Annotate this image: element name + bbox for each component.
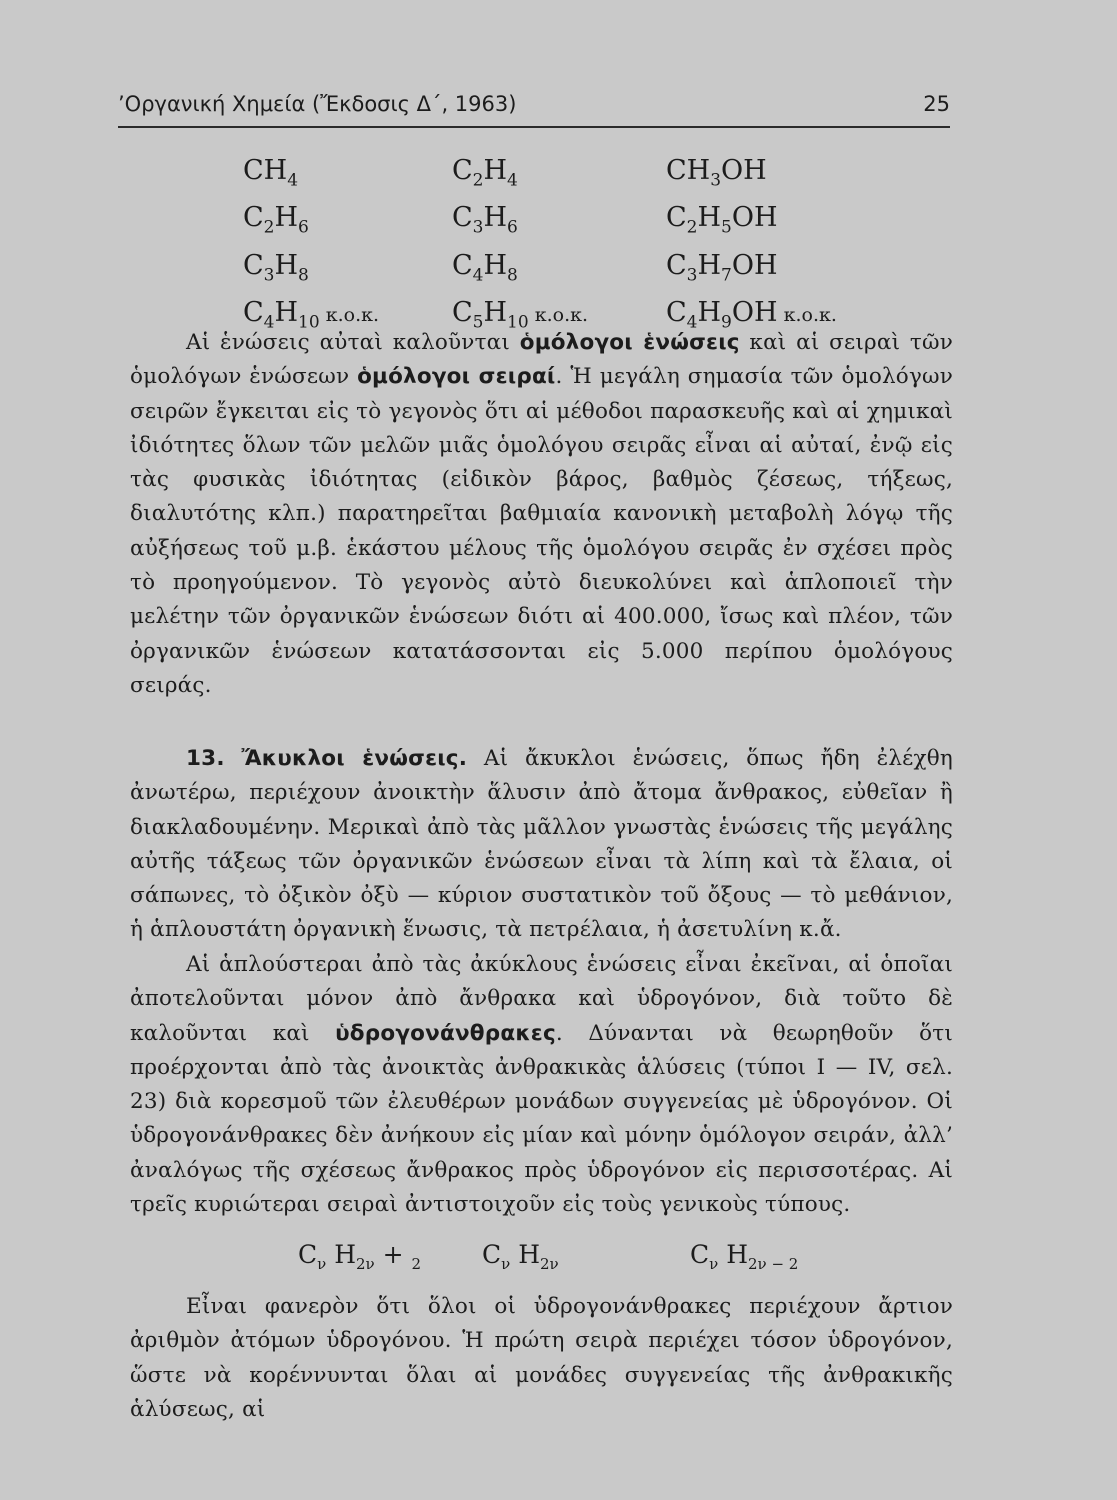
formula: $CH_3OH$ bbox=[666, 155, 767, 191]
paragraph-hydrocarbons: Αἱ ἁπλούστεραι ἀπὸ τὰς ἀκύκλους ἑνώσεις εἶναι ἐκεῖναι, αἱ ὁποῖαι ἀποτελοῦνται μόνον ἀπὸ ἄνθρακα καὶ ὑδρογόνον, διὰ τοῦτο δὲ καλοῦνται καὶ ὑδρογονάνθρακες. Δύνανται νὰ θεωρηθοῦν ὅτι προέρχονται ἀπὸ τὰς ἀνοικτὰς ἀνθρακικὰς ἁλύσεις (τύποι I — IV, σελ. 23) διὰ κορεσμοῦ τῶν ἐλευθέρων μονάδων συγγενείας μὲ ὑδρογόνον. Οἱ ὑδρογονάνθρακες δὲν ἀνήκουν εἰς μίαν καὶ μόνην ὁμόλογον σειράν, ἀλλ’ ἀναλόγως τῆς σχέσεως ἄνθρακος πρὸς ὑδρογόνον εἰς περισσοτέρας. Αἱ τρεῖς κυριώτεραι σειραὶ ἀντιστοιχοῦν εἰς τοὺς γενικοὺς τύπους. bbox=[130, 952, 953, 1218]
formula: $C_5H_{10}$ κ.ο.κ. bbox=[452, 297, 589, 333]
formula: $C_4H_8$ bbox=[452, 249, 518, 286]
term-homologous-series: ὁμόλογοι σειραί bbox=[357, 364, 556, 390]
formula: $C_4H_9OH$ κ.ο.κ. bbox=[666, 297, 837, 333]
formula: $CH_4$ bbox=[243, 155, 299, 191]
general-formula-alkynes: $C_\nu$ $H_{2\nu - 2}$ bbox=[690, 1240, 799, 1273]
formula: $C_2H_4$ bbox=[452, 155, 518, 191]
formula: $C_3H_6$ bbox=[452, 202, 518, 238]
alkene-column bbox=[452, 152, 588, 342]
section-heading: Ἄκυκλοι ἑνώσεις. bbox=[241, 746, 468, 771]
running-header bbox=[118, 86, 950, 128]
paragraph-even-hydrogen: Εἶναι φανερὸν ὅτι ὅλοι οἱ ὑδρογονάνθρακες περιέχουν ἄρτιον ἀριθμὸν ἀτόμων ὑδρογόνου. Ἡ πρώτη σειρὰ περιέχει τόσον ὑδρογόνον, ὥστε νὰ κορέννυνται ὅλαι αἱ μονάδες συγγενείας τῆς ἀνθρακικῆς ἁλύσεως, αἱ bbox=[130, 1294, 953, 1422]
formula: $C_2H_5OH$ bbox=[666, 202, 778, 238]
alkane-column bbox=[243, 152, 379, 342]
term-homologous-compounds: ὁμόλογοι ἑνώσεις bbox=[519, 330, 740, 355]
general-formulas bbox=[0, 1240, 1117, 1284]
homologous-series-table bbox=[0, 152, 1117, 333]
alcohol-column bbox=[666, 152, 837, 342]
general-formula-alkanes: $C_\nu$ $H_{2\nu} + _2$ bbox=[298, 1240, 422, 1273]
formula: $C_3H_8$ bbox=[243, 249, 309, 286]
running-title: ’Οργανική Χημεία (Ἔκδοσις Δ΄, 1963) bbox=[118, 92, 517, 116]
formula: $C_4H_{10}$ κ.ο.κ. bbox=[243, 297, 380, 333]
general-formula-alkenes: $C_\nu$ $H_{2\nu}$ bbox=[482, 1240, 559, 1273]
paragraph-homologous: Αἱ ἑνώσεις αὐταὶ καλοῦνται ὁμόλογοι ἑνώσεις καὶ αἱ σειραὶ τῶν ὁμολόγων ἑνώσεων ὁμόλογοι σειραί. Ἡ μεγάλη σημασία τῶν ὁμολόγων σειρῶν ἔγκειται εἰς τὸ γεγονὸς ὅτι αἱ μέθοδοι παρασκευῆς καὶ αἱ χημικαὶ ἰδιότητες ὅλων τῶν μελῶν μιᾶς ὁμολόγου σειρᾶς εἶναι αἱ αὐταί, ἐνῷ εἰς τὰς φυσικὰς ἰδιότητας (εἰδικὸν βάρος, βαθμὸς ζέσεως, τήξεως, διαλυτότης κλπ.) παρατηρεῖται βαθμιαία κανονικὴ μεταβολὴ λόγῳ τῆς αὐξήσεως τοῦ μ.β. ἑκάστου μέλους τῆς ὁμολόγου σειρᾶς ἐν σχέσει πρὸς τὸ προηγούμενον. Τὸ γεγονὸς αὐτὸ διευκολύνει καὶ ἁπλοποιεῖ τὴν μελέτην τῶν ὀργανικῶν ἑνώσεων διότι αἱ 400.000, ἴσως καὶ πλέον, τῶν ὀργανικῶν ἑνώσεων κατατάσσονται εἰς 5.000 περίπου ὁμολόγους σειράς. bbox=[130, 330, 953, 698]
page-number: 25 bbox=[923, 92, 950, 116]
formula: $C_2H_6$ bbox=[243, 202, 309, 238]
formula: $C_3H_7OH$ bbox=[666, 249, 778, 286]
term-hydrocarbons: ὑδρογονάνθρακες bbox=[335, 1020, 556, 1046]
section-13: 13. Ἄκυκλοι ἑνώσεις. Αἱ ἄκυκλοι ἑνώσεις, ὅπως ἤδη ἐλέχθη ἀνωτέρω, περιέχουν ἀνοικτὴν ἅλυσιν ἀπὸ ἄτομα ἄνθρακος, εὐθεῖαν ἢ διακλαδουμένην. Μερικαὶ ἀπὸ τὰς μᾶλλον γνωστὰς ἑνώσεις τῆς μεγάλης αὐτῆς τάξεως τῶν ὀργανικῶν ἑνώσεων εἶναι τὰ λίπη καὶ τὰ ἔλαια, οἱ σάπωνες, τὸ ὀξικὸν ὀξὺ — κύριον συστατικὸν τοῦ ὄξους — τὸ μεθάνιον, ἡ ἁπλουστάτη ὀργανικὴ ἕνωσις, τὰ πετρέλαια, ἡ ἀσετυλίνη κ.ἄ. bbox=[130, 746, 953, 943]
section-number: 13. bbox=[186, 746, 225, 771]
